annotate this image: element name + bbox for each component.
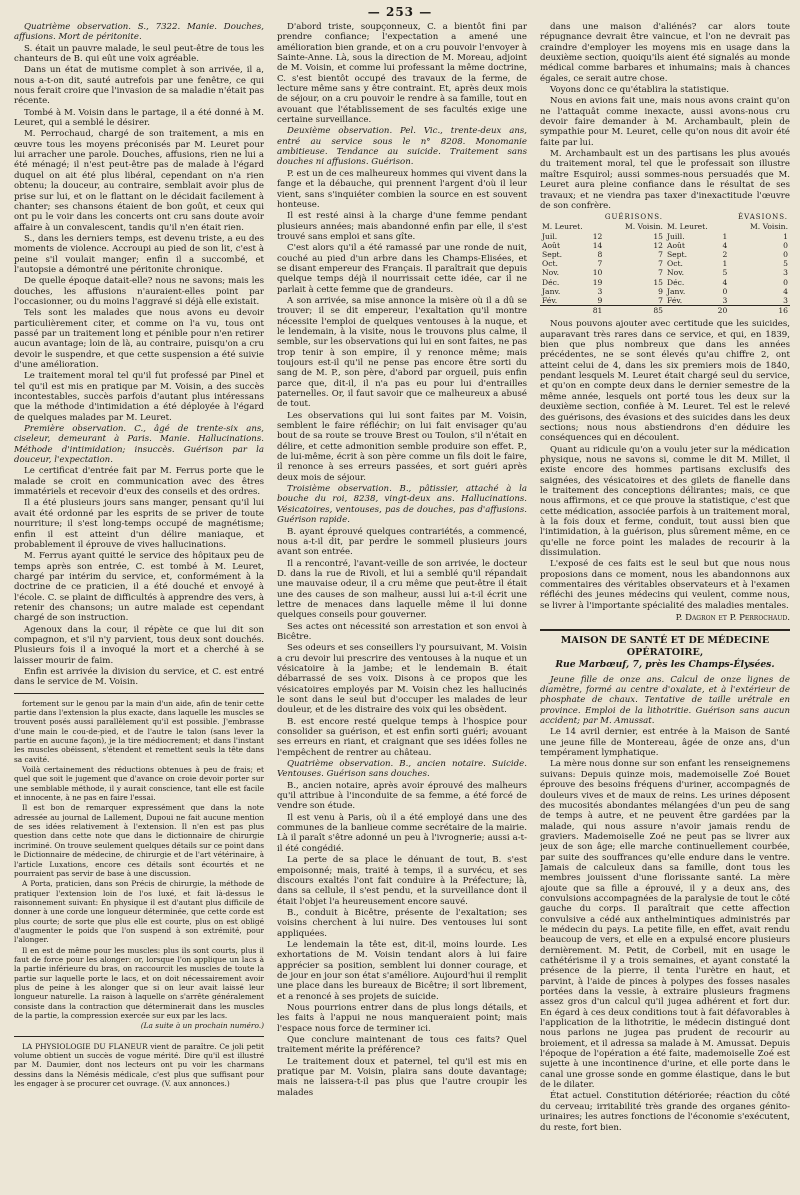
table-cell: Janv.: [666, 286, 686, 296]
paragraph: B., ancien notaire, après avoir éprouvé des malheurs qu'il attribue à l'inconduite de sa femme, a été forcé de vendre son étude.: [277, 780, 527, 812]
table-cell: 7: [658, 250, 663, 259]
column-header: M. Voisin.: [749, 222, 788, 232]
table-cell: 3: [722, 296, 728, 306]
table-cell: 10: [592, 268, 603, 278]
table-cell: 3: [783, 296, 788, 306]
paragraph: Il est resté ainsi à la charge d'une femme pendant plusieurs années; mais abandonné enfin par elle, il s'est trouvé sans emploi et sans gîte.: [277, 211, 527, 242]
paragraph: B. est encore resté quelque temps à l'hospice pour consolider sa guérison, et est enfin sorti guéri; avouant ses erreurs en riant, et craignant que ses idées folles ne l'empêchent de rentrer au château.: [277, 716, 527, 758]
paragraph: Les observations qui lui sont faites par M. Voisin, semblent le faire réfléchir; on lui fait envisager qu'au bout de sa route se trouve Brest ou Toulon, s'il n'était en délire, et cette admonition semble produire son effet. P., de lui-même, écrit à son père comme un fils doit le faire, il renonce à ses erreurs passées, et sort guéri après deux mois de séjour.: [277, 410, 527, 483]
paragraph: Le 14 avril dernier, est entrée à la Maison de Santé une jeune fille de Montereau, âgée de onze ans, d'un tempérament lymphatique.: [540, 727, 790, 759]
paragraph: Agenoux dans la cour, il répète ce que lui dit son compagnon, et s'il n'y parvient, tous deux sont douchés. Plusieurs fois il a invoqué la mort et a cherché à se laisser mourir de faim.: [14, 624, 264, 666]
divider: [540, 629, 790, 631]
paragraph: Tombé à M. Voisin dans le partage, il a été donné à M. Leuret, qui a semblé le désirer.: [14, 107, 264, 129]
table-cell: 15: [653, 231, 663, 241]
paragraph: Le traitement doux et paternel, tel qu'il est mis en pratique par M. Voisin, plaira sans doute davantage; mais ne laissera-t-il pas plus que l'autre croupir les malades: [277, 1056, 527, 1098]
paragraph: S., dans les derniers temps, est devenu triste, a eu des moments de violence. Accroupi au pied de son lit, c'est à peine s'il voulait manger; enfin il a succombé, et l'autopsie a démontré une péritonite chronique.: [14, 233, 264, 275]
paragraph: A son arrivée, sa mise annonce la misère où il a dû se trouver; il se dit empereur, l'exaltation qu'il montre nécessite l'emploi de quelques ventouses à la nuque, et le lendemain, à la visite, nous le trouvons plus calme, il semble, sur les observations qui lui en sont faites, ne pas trop tenir à son empire, il y renonce même; mais toujours est-il qu'il ne pense pas encore être sorti du sang de M. P., son père, d'abord par orgueil, puis enfin parce que, dit-il, il n'a pas eu pour lui d'entrailles paternelles. Or, il faut savoir que ce malheureux a abusé de tout.: [277, 295, 527, 410]
paragraph: Voyons donc ce qu'établira la statistique.: [550, 85, 729, 96]
paragraph: C'est alors qu'il a été ramassé par une ronde de nuit, couché au pied d'un arbre dans les Champs-Elisées, et se disant empereur des Français. Il paraîtrait que depuis quelque temps déjà il nourrissait cette idée, car il ne parlait à cette femme que de grandeurs.: [277, 243, 527, 295]
table-cell: Déc.: [542, 277, 560, 287]
paragraph: État actuel. Constitution détériorée; réaction du côté du cerveau; irritabilité très grande des organes génito-urinaires; les autres fonctions de l'économie s'exécutent, du reste, fort bien.: [540, 1091, 790, 1133]
table-cell: 4: [783, 286, 788, 296]
table-cell: Août: [666, 240, 685, 250]
table-cell: 7: [658, 268, 663, 278]
table-cell: 1: [783, 231, 788, 241]
total-cell: 85: [604, 306, 665, 316]
table-cell: 8: [597, 250, 603, 259]
paragraph: Le lendemain la tête est, dit-il, moins lourde. Les exhortations de M. Voisin tendant alors à lui faire apprécier sa position, semblent lui donner courage, et de jour en jour son état s'améliore. Aujourd'hui il remplit une place dans les bureaux de Bicêtre; il sort librement, et a renoncé à ses projets de suicide.: [277, 939, 527, 1002]
table-cell: 14: [592, 240, 603, 250]
paragraph: Quatrième observation. S., 7322. Manie. Douches, affusions. Mort de péritonite.: [14, 22, 264, 43]
total-cell: 20: [706, 306, 729, 316]
caption-evasions: ÉVASIONS.: [738, 213, 788, 222]
section-title: MAISON DE SANTÉ ET DE MÉDECINE OPÉRATOIRE,: [560, 635, 770, 659]
paragraph: M. Archambault est un des partisans les plus avoués du traitement moral, tel que le professait son illustre maître Esquirol; aussi sommes-nous persuadés que M. Leuret aura pleine confiance dans le résultat de ses travaux; et ne viendra pas taxer d'inexactitude l'œuvre de son confrère.: [540, 149, 790, 211]
table-cell: 3: [783, 268, 788, 278]
divider: [14, 693, 264, 694]
table-row: [540, 278, 790, 287]
table-cell: Oct.: [542, 259, 558, 269]
table-cell: Sept.: [666, 250, 688, 259]
footnote: [14, 699, 264, 1089]
table-cell: 1: [722, 231, 728, 241]
paragraph: De quelle époque datait-elle? nous ne savons; mais les douches, les affusions n'auraient-elles point par l'occasionner, ou du moins l'aggravé si déjà elle existait.: [14, 276, 264, 307]
table-cell: Juil.: [542, 231, 558, 241]
column-1-body: [14, 22, 264, 688]
statistics-table: [540, 213, 790, 315]
paragraph: B., conduit à Bicêtre, présente de l'exaltation; ses voisins cherchent à lui nuire. Des ventouses lui sont appliquées.: [277, 907, 527, 939]
total-cell: 16: [729, 306, 790, 316]
table-cell: 12: [592, 231, 603, 241]
statistics-rows: [540, 232, 790, 306]
divider: [14, 1036, 264, 1037]
announcement: LA PHYSIOLOGIE DU FLANEUR vient de paraître. Ce joli petit volume obtient un succès de vogue mérité. Dire qu'il est illustré par M. Daumier, dont nos lecteurs ont pu voir les charmans dessins dans la Némésis médicale, c'est plus que suffisant pour les engager à se procurer cet ouvrage. (V. aux annonces.): [14, 1041, 264, 1089]
table-cell: Nov.: [666, 268, 685, 278]
table-cell: 7: [658, 296, 663, 306]
table-cell: Sept.: [542, 250, 563, 259]
table-cell: 4: [722, 277, 728, 287]
table-cell: 9: [658, 286, 663, 296]
page-number: — 253 —: [367, 5, 433, 19]
table-cell: 0: [722, 286, 728, 296]
table-cell: 0: [783, 250, 788, 259]
table-cell: 15: [653, 277, 663, 287]
table-row: [540, 241, 790, 250]
paragraph: Enfin est arrivée la division du service, et C. est entré dans le service de M. Voisin.: [14, 666, 264, 688]
table-cell: Fév.: [542, 296, 558, 306]
signature: P. Dagron et P. Perrochaud.: [675, 613, 790, 624]
footnote-paragraph: fortement sur le genou par la main d'un aide, afin de tenir cette partie dans l'extension la plus exacte, dans laquelle les muscles se trouvent posés aussi parallèlement qu'il est possible. J'embrasse d'une main le cou-de-pied, et de l'autre le talon (sans lever la partie en aucune façon), je la tire médiocrement; et dans l'instant les muscles obéissent, s'étendent et remettent seuls la tête dans sa cavité.: [14, 698, 264, 764]
table-row: [540, 296, 790, 306]
paragraph: Dans un état de mutisme complet à son arrivée, il a, nous a-t-on dit, sauté autrefois par une fenêtre, ce qui nous ferait croire que l'invasion de sa maladie n'était pas récente.: [14, 65, 264, 107]
table-cell: Août: [542, 240, 560, 250]
paragraph: La mère nous donne sur son enfant les renseignemens suivans: Depuis quinze mois, mademoiselle Zoé Bouet éprouve des besoins fréquens d'uriner, accompagnés de douleurs vives et de maux de reins. Les urines déposent des mucosités abondantes mélangées d'un peu de sang de temps à autre, et ne peuvent être gardées par la malade, qui nous assure n'avoir jamais rendu de graviers. Mademoiselle Zoé ne peut pas se livrer aux jeux de son âge; elle marche continuellement courbée, par suite des souffrances qu'elle endure dans le ventre. Jamais de calculeux dans sa famille, dont tous les membres jouissent d'une florissante santé. La mère ajoute que sa fille a éprouvé, il y a deux ans, des convulsions accompagnées de la paralysie de tout le côté gauche du corps. Il paraîtrait que cette affection convulsive a cédé aux anthelmintiques administrés par le médecin du pays. La petite fille, en effet, avait rendu beaucoup de vers, et elle en a expulsé encore plusieurs dernièrement. M. Petit, de Corbeil, mit en usage le cathétérisme il y a trois semaines, et ayant constaté la présence de la pierre, il tenta l'urètre en haut, et parvint, à l'aide de pinces à polypes des fosses nasales portées dans la vessie, à extraire plusieurs fragmens assez gros d'un calcul qu'il jugea adhérent et fort dur. En égard à ces deux conditions tout à fait défavorables à l'application de la lithotritie, le médecin distingué dont nous parlons ne jugea pas prudent de recourir au broiement, et il adressa sa malade à M. Amussat. Depuis l'époque de l'opération a été faite, mademoiselle Zoé est sujette à une incontinence d'urine, et elle porte dans le canal une grosse sonde en gomme élastique, dans le but de le dilater.: [540, 759, 790, 1091]
paragraph: Il a rencontré, l'avant-veille de son arrivée, le docteur D. dans la rue de Rivoli, et lui a semblé qu'il répandait une mauvaise odeur, il a cru même que peut-être il était une des causes de son malheur, aussi lui a-t-il écrit une lettre de menaces dans laquelle même il lui donne quelques conseils pour gouverner.: [277, 558, 527, 621]
total-cell: 81: [581, 306, 604, 316]
table-cell: Nov.: [542, 268, 560, 278]
paragraph: D'abord triste, soupçonneux, C. a bientôt fini par prendre confiance; l'expectation a amené une amélioration bien grande, et on a cru pouvoir l'envoyer à Sainte-Anne. Là, sous la direction de M. Moreau, adjoint de M. Voisin, et comme lui professant la même doctrine, C. s'est bientôt occupé des travaux de la ferme, de lecture même sans y être contraint. Et, après deux mois de séjour, on a cru pouvoir le rendre à sa famille, tout en avouant que l'établissement de ses facultés exige une certaine surveillance.: [277, 22, 527, 126]
table-cell: 0: [783, 240, 788, 250]
table-cell: Janv.: [542, 286, 561, 296]
table-cell: Fév.: [666, 296, 683, 306]
table-row: [540, 259, 790, 268]
table-cell: Oct.: [666, 259, 683, 269]
table-cell: 5: [722, 268, 728, 278]
table-cell: 4: [722, 240, 728, 250]
paragraph: Quant au ridicule qu'on a voulu jeter sur la médication physique, nous ne savons si, comme le dit M. Millet, il existe encore des hommes partisans exclusifs des saignées, des vésicatoires et des gilets de flanelle dans le traitement des conceptions délirantes; mais, ce que nous affirmons, et ce que prouve la statistique, c'est que cette médication, associée parfois à un traitement moral, à la fois doux et ferme, conduit, tout aussi bien que l'intimidation, à la guérison, plus sûrement même, en ce qu'elle ne force point les malades de recourir à la dissimulation.: [540, 444, 790, 558]
table-cell: 19: [592, 277, 603, 287]
column-2: [277, 22, 527, 1187]
paragraph: Nous en avions fait une, mais nous avons craint qu'on ne l'attaquât comme inexacte, aussi avons-nous cru devoir faire demander à M. Archambault, plein de sympathie pour M. Leuret, celle qu'on nous dit avoir été faite par lui.: [540, 96, 790, 148]
paragraph: Il a été plusieurs jours sans manger, pensant qu'il lui avait été ordonné par les esprits de se priver de toute nourriture; il s'est long-temps occupé de magnétisme; enfin il est atteint d'un délire maniaque, et probablement il éprouve de vives hallucinations.: [14, 498, 264, 550]
footnote-paragraph: Il en est de même pour les muscles: plus ils sont courts, plus il faut de force pour les alonger: or, lorsque l'on applique un lacs à la partie inférieure du bras, on raccourcit les muscles de toute la partie sur laquelle porte le lacs, et on doit nécessairement avoir plus de peine à les alonger que si on leur avait laissé leur longueur naturelle. La raison à laquelle on s'arrête généralement consiste dans la contraction que déterminerait dans les muscles de la partie, la compression exercée sur eux par les lacs.: [14, 945, 264, 1020]
table-cell: 1: [722, 259, 728, 269]
paragraph: M. Ferrus ayant quitté le service des hôpitaux peu de temps après son entrée, C. est tombé à M. Leuret, chargé par intérim du service, et, conformément à la doctrine de ce praticien, il a été douché et envoyé à l'école. C. se plaint de difficultés à apprendre des vers, à retenir des chansons; un autre malade est cependant chargé de son instruction.: [14, 551, 264, 624]
table-cell: 7: [597, 259, 603, 269]
footnote-paragraph: A Porta, praticien, dans son Précis de chirurgie, la méthode de pratiquer l'extension loin de l'os luxé, et fait là-dessus le raisonnement suivant: En physique il est d'autant plus difficile de donner à une corde une longueur déterminée, que cette corde est plus courte; de sorte que plus elle est courte, plus on est obligé d'augmenter le poids que l'on suspend à son extrémité, pour l'alonger.: [14, 879, 264, 945]
column-3: [540, 22, 790, 1187]
column-header: M. Leuret.: [542, 222, 583, 232]
paragraph: dans une maison d'aliénés? car alors toute répugnance devrait être vaincue, et l'on ne devrait pas craindre d'employer les moyens mis en usage dans la deuxième section, quoiqu'ils aient été signalés au monde médical comme barbares et inhumains; mais à chances égales, ce serait autre chose.: [540, 22, 790, 84]
paragraph: Troisième observation. B., pâtissier, attaché à la bouche du roi, 8238, vingt-deux ans. Hallucinations. Vésicatoires, ventouses, pas de douches, pas d'affusions. Guérison rapide.: [277, 484, 527, 526]
table-cell: 7: [658, 259, 663, 269]
paragraph: L'exposé de ces faits est le seul but que nous nous proposions dans ce moment, nous les abandonnons aux commentaires des véritables observateurs et à l'examen réfléchi des jeunes médecins qui veulent, comme nous, se livrer à l'importante spécialité des maladies mentales.: [540, 559, 790, 611]
paragraph: M. Perrochaud, chargé de son traitement, a mis en œuvre tous les moyens préconisés par M. Leuret pour lui arracher une parole. Douches, affusions, rien ne lui a été ménagé; il n'est peut-être pas de malade à l'égard duquel on ait été plus libéral, cependant on n'a rien obtenu; la douceur, au contraire, semblait avoir plus de prise sur lui, et on le flattant on le décidait facilement à chanter; ses chansons étaient de bon goût, et ceux qui ont pu le voir dans les concerts ont cru sans doute avoir affaire à un convalescent, tandis qu'il n'en était rien.: [14, 129, 264, 233]
column-header: M. Voisin.: [624, 222, 663, 232]
paragraph: Première observation. C., âgé de trente-six ans, ciseleur, demeurant à Paris. Manie. Hallucinations. Méthode d'intimidation; insuccès. Guérison par la douceur, l'expectation.: [14, 424, 264, 466]
table-cell: 5: [783, 259, 788, 269]
paragraph: Ses actes ont nécessité son arrestation et son envoi à Bicêtre.: [277, 621, 527, 642]
footnote-paragraph: Voilà certainement des réductions obtenues à peu de frais; et quel que soit le jugement que d'avance on croie devoir porter sur une semblable méthode, il y aurait conscience, tant elle est facile et innocente, à ne pas en faire l'essai.: [14, 765, 264, 803]
table-cell: 12: [653, 240, 663, 250]
paragraph: Il est venu à Paris, où il a été employé dans une des communes de la banlieue comme secrétaire de la mairie. Là il paraît s'être adonné un peu à l'ivrognerie; aussi a-t-il été congédié.: [277, 812, 527, 854]
paragraph: P. est un de ces malheureux hommes qui vivent dans la fange et la débauche, qui prennent l'argent d'où il leur vient, sans s'inquiéter combien la source en est souvent honteuse.: [277, 168, 527, 210]
table-cell: Déc.: [666, 277, 685, 287]
paragraph: Jeune fille de onze ans. Calcul de onze lignes de diamètre, formé au centre d'oxalate, et à l'extérieur de phosphate de chaux. Tentative de taille urétrale en province. Emploi de la lithotritie. Guérison sans aucun accident; par M. Amussat.: [540, 674, 790, 727]
column-1: [14, 22, 264, 1187]
paragraph: S. était un pauvre malade, le seul peut-être de tous les chanteurs de B. qui eût une voix agréable.: [14, 43, 264, 65]
paragraph: Nous pourrions entrer dans de plus longs détails, et les faits à l'appui ne nous manqueraient point; mais l'espace nous force de terminer ici.: [277, 1002, 527, 1034]
totals-row: [540, 306, 790, 316]
table-cell: 3: [597, 286, 603, 296]
table-cell: Juill.: [666, 231, 685, 241]
paragraph: La perte de sa place le dénuant de tout, B. s'est empoisonné; mais, traité à temps, il a survécu, et ses discours exaltés l'ont fait conduire à la Préfecture; là, dans sa cellule, il s'est pendu, et la surveillance dont il était l'objet l'a heureusement encore sauvé.: [277, 855, 527, 907]
table-row: [540, 268, 790, 277]
paragraph: Le certificat d'entrée fait par M. Ferrus porte que le malade se croit en communication avec des êtres immatériels et recevoir d'eux des conseils et des ordres.: [14, 466, 264, 498]
table-cell: 9: [597, 296, 603, 306]
section-address: Rue Marbœuf, 7, près les Champs-Élysées.: [555, 659, 775, 671]
paragraph: Deuxième observation. Pel. Vic., trente-deux ans, entré au service sous le n° 8208. Monomanie ambitieuse. Tendance au suicide. Traitement sans douches ni affusions. Guérison.: [277, 126, 527, 168]
continuation-note: (La suite à un prochain numéro.): [140, 1021, 264, 1031]
table-row: [540, 250, 790, 259]
paragraph: Nous pouvons ajouter avec certitude que les suicides, auparavant très rares dans ce service, et qui, en 1839, bien que plus nombreux que dans les années précédentes, ne se sont élevés qu'au chiffre 2, ont atteint celui de 4, dans les six premiers mois de 1840, pendant lesquels M. Leuret était chargé seul du service, et qu'on en compte deux dans le dernier semestre de la même année, lesquels ont porté tous les deux sur la deuxième section, confiée à M. Leuret. Tel est le relevé des guérisons, des évasions et des suicides dans les deux sections; nous nous abstiendrons d'en déduire les conséquences qui en découlent.: [540, 319, 790, 444]
table-cell: 0: [783, 277, 788, 287]
table-row: [540, 232, 790, 241]
paragraph: Que conclure maintenant de tous ces faits? Quel traitement mérite la préférence?: [277, 1035, 527, 1056]
paragraph: Quatrième observation. B., ancien notaire. Suicide. Ventouses. Guérison sans douches.: [277, 759, 527, 780]
paragraph: Le traitement moral tel qu'il fut professé par Pinel et tel qu'il est mis en pratique par M. Voisin, a des succès incontestables, succès parfois d'autant plus intéressans que la méthode d'intimidation a été déployée à l'égard de quelques malades par M. Leuret.: [14, 371, 264, 423]
paragraph: Ses odeurs et ses conseillers l'y poursuivant, M. Voisin a cru devoir lui prescrire des ventouses à la nuque et un vésicatoire à la jambe; et le lendemain B. était débarrassé de ses voix. Disons à ce propos que les vésicatoires employés par M. Voisin chez les hallucinés le sont dans le seul but d'occuper les malades de leur douleur, et de les distraire des voix qui les obsèdent.: [277, 643, 527, 716]
caption-guerisons: GUÉRISONS.: [604, 213, 663, 222]
paragraph: B. ayant éprouvé quelques contrariétés, a commencé, nous a-t-il dit, par perdre le sommeil plusieurs jours avant son entrée.: [277, 526, 527, 558]
column-header: M. Leuret.: [666, 222, 708, 232]
footnote-paragraph: Il est bon de remarquer expressément que dans la note adressée au journal de Lallement, Dupoui ne fait aucune mention de ses idées relativement à l'extension. Il n'en est pas plus question dans cette note que dans le dictionnaire de chirurgie incriminé. On trouve seulement quelques détails sur ce point dans le Dictionnaire de médecine, de chirurgie et de l'art vétérinaire, à l'article Luxations, encore ces détails sont écourtés et ne pourraient pas servir de base à une discussion.: [14, 803, 264, 878]
paragraph: Tels sont les malades que nous avons eu devoir particulièrement citer, et comme on l'a vu, tous ont passé par un traitement long et pénible pour n'en retirer aucun avantage; loin de là, au contraire, puisqu'on a cru devoir le suspendre, et que cette suspension a été suivie d'une amélioration.: [14, 308, 264, 370]
table-row: [540, 287, 790, 296]
table-cell: 2: [722, 250, 728, 259]
